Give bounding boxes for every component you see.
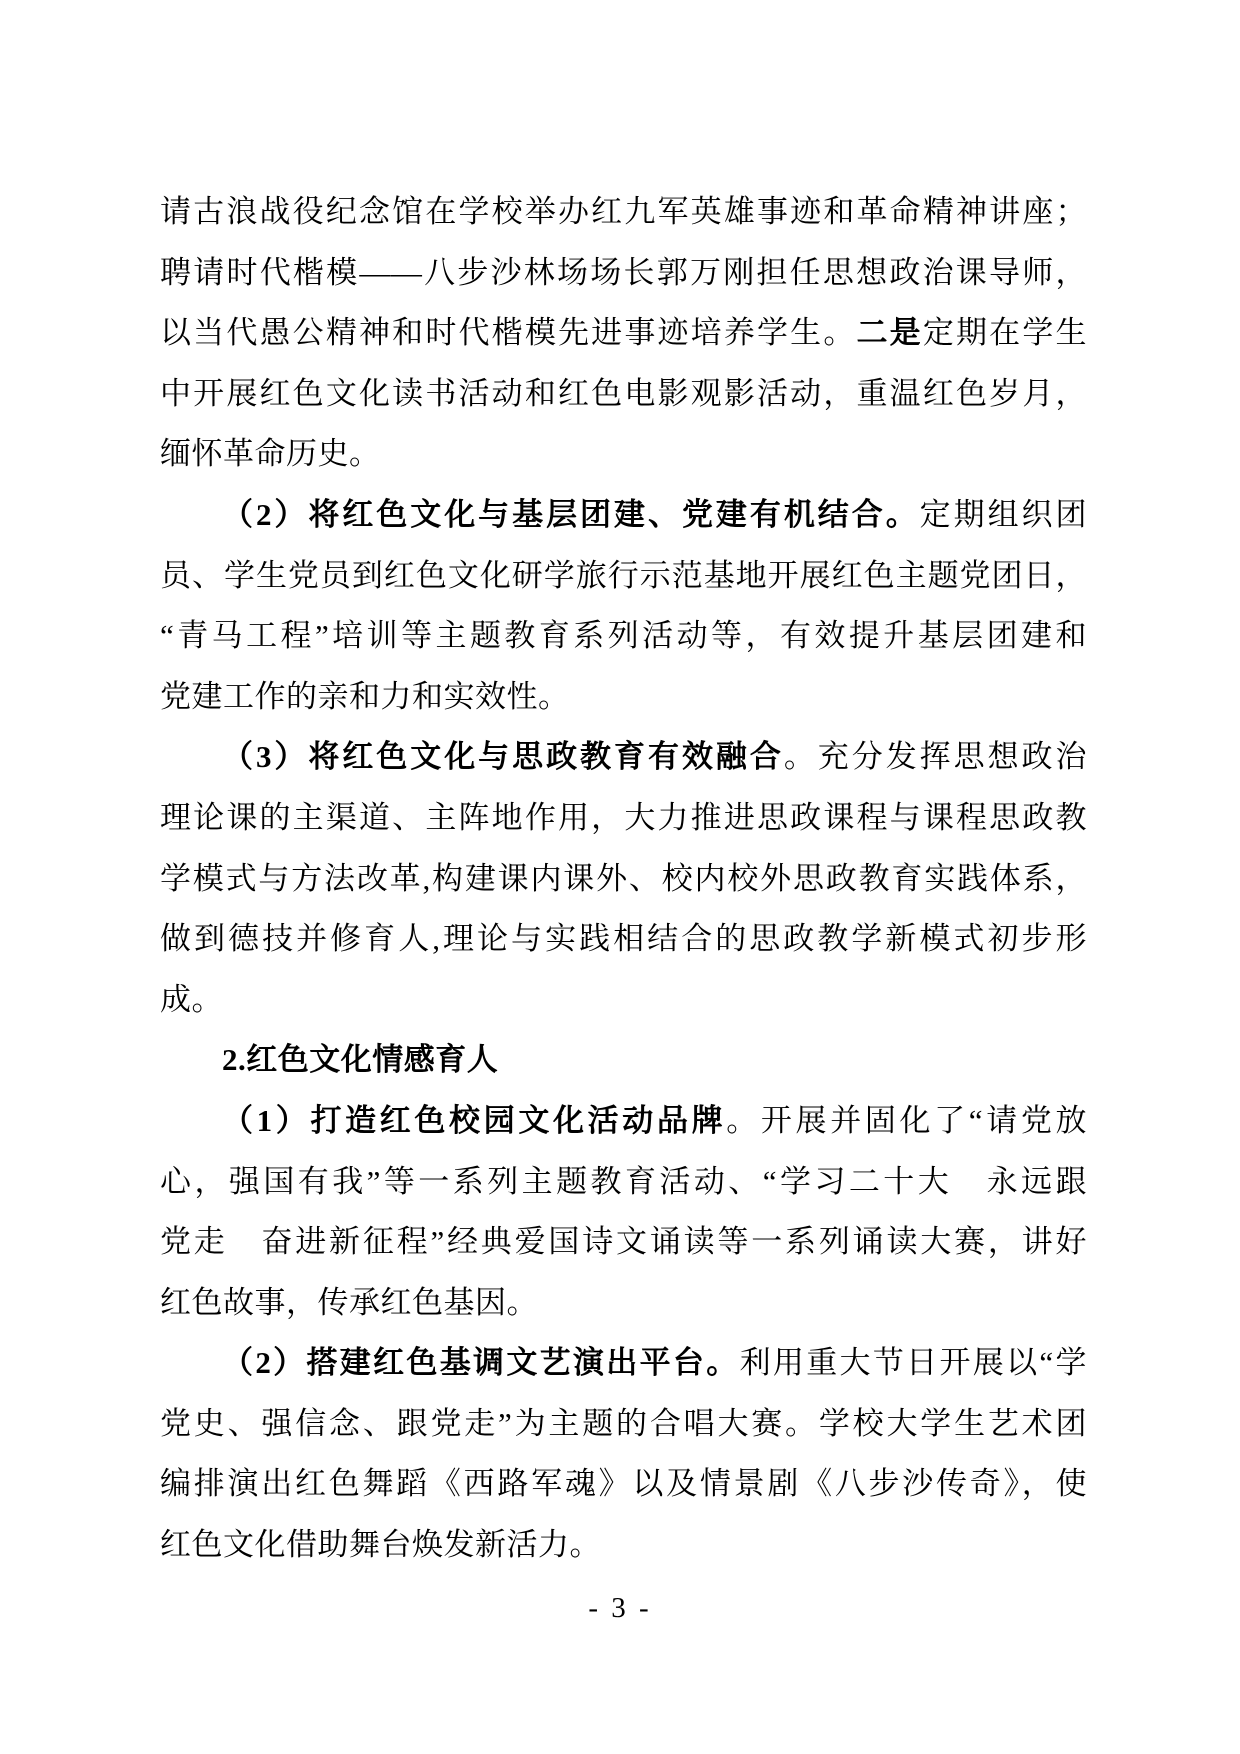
text-line — [160, 1394, 1087, 1455]
text-line — [160, 424, 1087, 485]
bold-text-run: （2）将红色文化与基层团建、党建有机结合。 — [222, 496, 920, 532]
bold-text-run: （3）将红色文化与思政教育有效融合 — [222, 739, 784, 775]
text-line — [160, 303, 1087, 364]
text-run: 。开展并固化了“请党放 — [726, 1102, 1088, 1138]
text-run: 请古浪战役纪念馆在学校举办红九军英雄事迹和革命精神讲座； — [160, 194, 1087, 229]
bold-text-run: 二是 — [856, 315, 923, 351]
text-line — [160, 182, 1087, 243]
text-line — [160, 1454, 1087, 1515]
text-run: 心，强国有我”等一系列主题教育活动、“学习二十大 永远跟 — [160, 1163, 1087, 1199]
bold-text-run: 2.红色文化情感育人 — [222, 1042, 499, 1078]
text-run: 定期组织团 — [919, 496, 1088, 532]
text-line — [160, 970, 1087, 1031]
text-run: 利用重大节日开展以“学 — [739, 1345, 1088, 1381]
text-line — [160, 364, 1087, 425]
text-run: 聘请时代楷模——八步沙林场场长郭万刚担任思想政治课导师， — [160, 254, 1087, 290]
text-run: 红色故事，传承红色基因。 — [160, 1284, 538, 1320]
text-line — [160, 1091, 1087, 1152]
text-line — [160, 909, 1087, 970]
text-run: 以当代愚公精神和时代楷模先进事迹培养学生。 — [160, 315, 857, 351]
text-line — [160, 1030, 1087, 1091]
bold-text-run: （1）打造红色校园文化活动品牌 — [222, 1102, 727, 1138]
text-run: “青马工程”培训等主题教育系列活动等，有效提升基层团建和 — [160, 618, 1087, 654]
text-line — [160, 546, 1087, 607]
text-run: 。充分发挥思想政治 — [783, 739, 1088, 775]
text-line — [160, 1152, 1087, 1213]
text-line — [160, 606, 1087, 667]
text-line — [160, 485, 1087, 546]
text-line — [160, 1212, 1087, 1273]
text-run: 员、学生党员到红色文化研学旅行示范基地开展红色主题党团日， — [160, 557, 1087, 593]
text-line — [160, 667, 1087, 728]
text-run: 编排演出红色舞蹈《西路军魂》以及情景剧《八步沙传奇》，使 — [160, 1466, 1087, 1502]
text-run: 定期在学生 — [922, 315, 1088, 351]
text-run: 成。 — [160, 981, 223, 1017]
text-run: 党建工作的亲和力和实效性。 — [160, 678, 570, 714]
text-run: 红色文化借助舞台焕发新活力。 — [160, 1527, 601, 1563]
text-run: 缅怀革命历史。 — [160, 436, 381, 472]
text-line — [160, 1273, 1087, 1334]
text-run: 党史、强信念、跟党走”为主题的合唱大赛。学校大学生艺术团 — [160, 1405, 1087, 1441]
text-run: 理论课的主渠道、主阵地作用，大力推进思政课程与课程思政教 — [160, 799, 1087, 835]
text-line — [160, 1515, 1087, 1576]
page-number: - 3 - — [588, 1592, 652, 1624]
text-line — [160, 1333, 1087, 1394]
text-run: 中开展红色文化读书活动和红色电影观影活动，重温红色岁月， — [160, 375, 1087, 411]
text-line — [160, 849, 1087, 910]
text-line — [160, 243, 1087, 304]
text-run: 党走 奋进新征程”经典爱国诗文诵读等一系列诵读大赛，讲好 — [160, 1224, 1087, 1260]
text-run: 做到德技并修育人,理论与实践相结合的思政教学新模式初步形 — [160, 921, 1087, 957]
text-line — [160, 727, 1087, 788]
body-text — [160, 182, 1087, 1576]
text-line — [160, 788, 1087, 849]
text-run: 学模式与方法改革,构建课内课外、校内校外思政教育实践体系， — [160, 860, 1087, 896]
bold-text-run: （2）搭建红色基调文艺演出平台。 — [222, 1345, 740, 1381]
